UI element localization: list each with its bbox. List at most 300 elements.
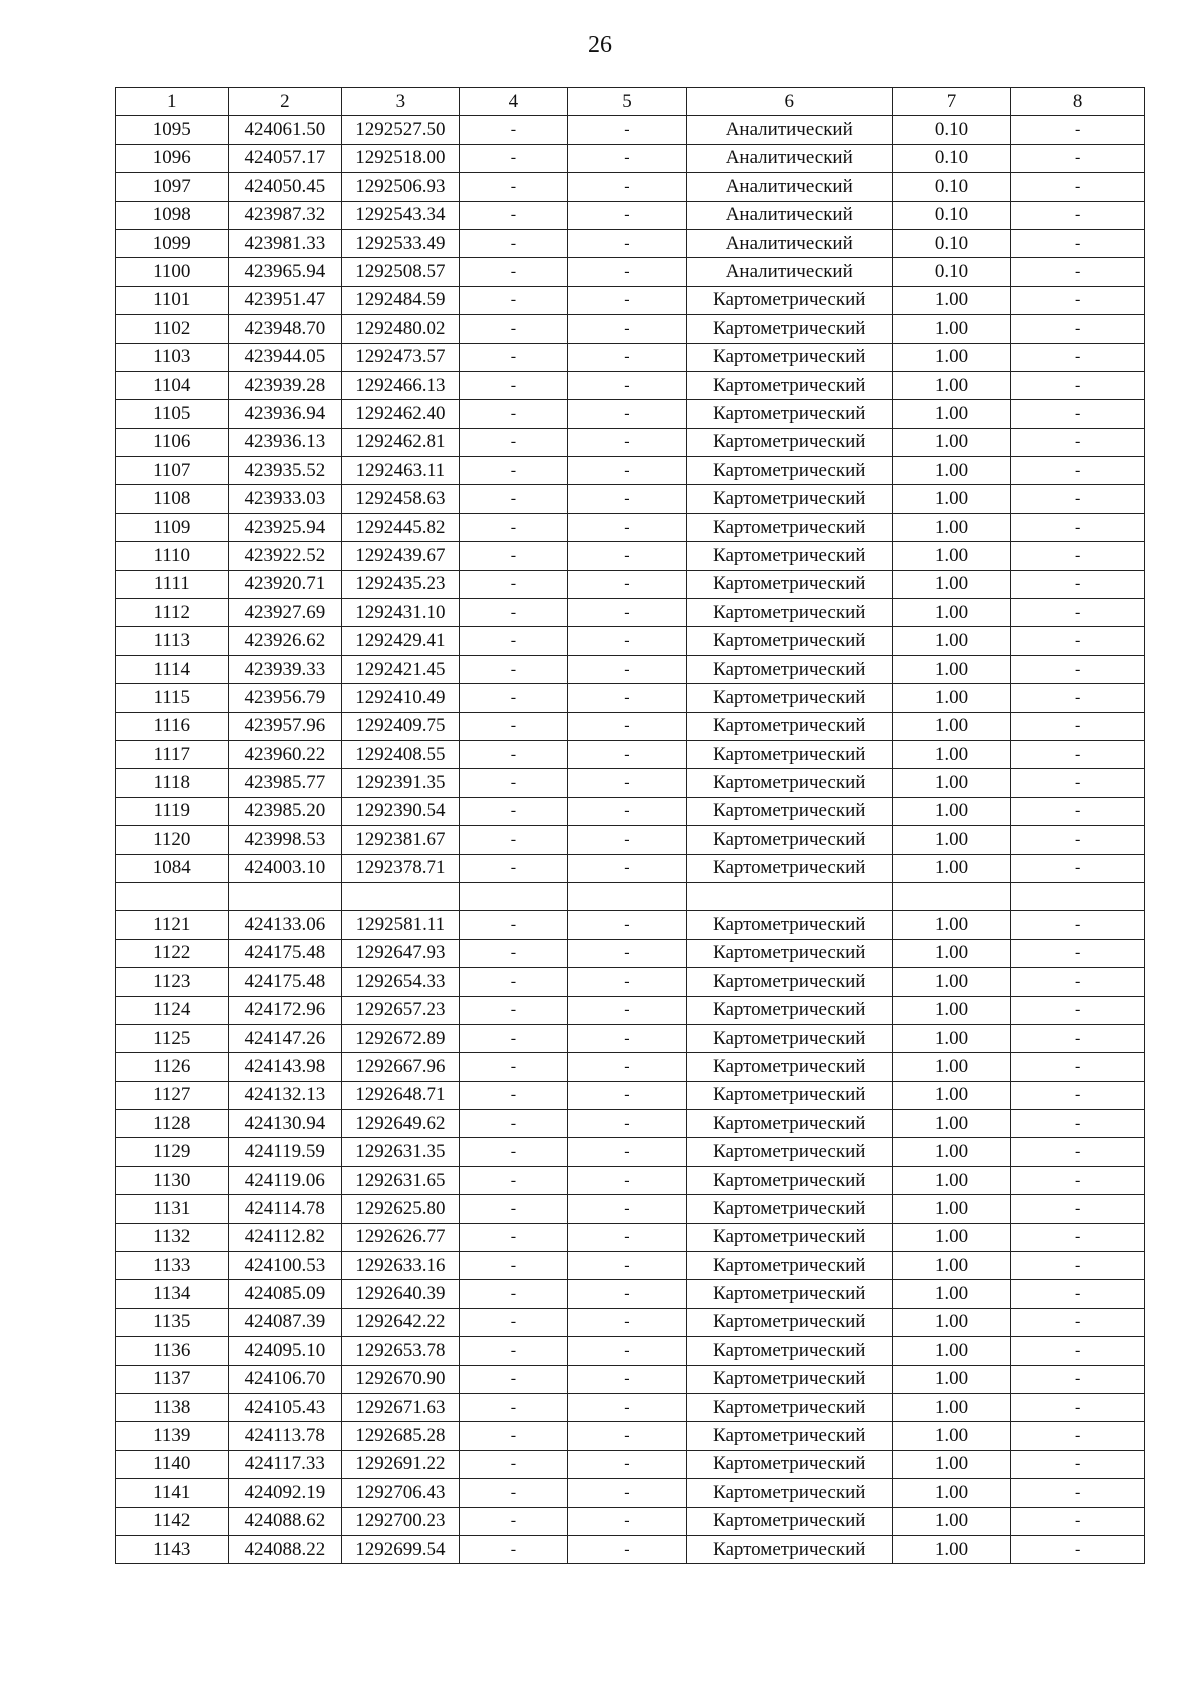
- cell-method: Картометрический: [686, 1337, 892, 1365]
- column-header-3: 3: [342, 88, 460, 116]
- cell-method: Картометрический: [686, 797, 892, 825]
- cell-x-coordinate: 423936.13: [228, 428, 342, 456]
- cell-x-coordinate: 424088.22: [228, 1535, 342, 1563]
- cell-point-number: 1112: [116, 599, 229, 627]
- cell-accuracy: 1.00: [892, 854, 1011, 882]
- cell-col-4: -: [459, 911, 568, 939]
- table-row: [116, 542, 1145, 570]
- column-header-4: 4: [459, 88, 568, 116]
- cell-col-8: -: [1011, 371, 1145, 399]
- cell-x-coordinate: 424092.19: [228, 1479, 342, 1507]
- cell-method: Картометрический: [686, 1223, 892, 1251]
- cell-col-8: -: [1011, 315, 1145, 343]
- cell-col-8: -: [1011, 1195, 1145, 1223]
- table-row: [116, 1024, 1145, 1052]
- cell-method: Картометрический: [686, 371, 892, 399]
- cell-method: Картометрический: [686, 939, 892, 967]
- cell-y-coordinate: 1292421.45: [342, 655, 460, 683]
- cell-point-number: 1118: [116, 769, 229, 797]
- cell-method: Картометрический: [686, 1450, 892, 1478]
- cell-col-4: -: [459, 1081, 568, 1109]
- table-row: [116, 1252, 1145, 1280]
- cell-col-4: -: [459, 485, 568, 513]
- table-row: [116, 1110, 1145, 1138]
- column-header-7: 7: [892, 88, 1011, 116]
- cell-col-8: -: [1011, 712, 1145, 740]
- cell-method: Картометрический: [686, 1024, 892, 1052]
- cell-col-5: -: [568, 1337, 687, 1365]
- cell-accuracy: 1.00: [892, 1024, 1011, 1052]
- cell-col-8: -: [1011, 968, 1145, 996]
- table-row: [116, 655, 1145, 683]
- table-row: [116, 1308, 1145, 1336]
- cell-col-8: -: [1011, 797, 1145, 825]
- cell-x-coordinate: 424175.48: [228, 968, 342, 996]
- cell-point-number: 1127: [116, 1081, 229, 1109]
- cell-x-coordinate: 423939.33: [228, 655, 342, 683]
- cell-y-coordinate: 1292378.71: [342, 854, 460, 882]
- cell-col-4: -: [459, 939, 568, 967]
- cell-accuracy: 1.00: [892, 315, 1011, 343]
- cell-point-number: 1084: [116, 854, 229, 882]
- cell-x-coordinate: 423948.70: [228, 315, 342, 343]
- cell-col-4: -: [459, 513, 568, 541]
- cell-point-number: 1131: [116, 1195, 229, 1223]
- cell-col-5: -: [568, 258, 687, 286]
- cell-col-4: -: [459, 740, 568, 768]
- cell-method: Картометрический: [686, 655, 892, 683]
- cell-accuracy: 1.00: [892, 428, 1011, 456]
- cell-x-coordinate: 423965.94: [228, 258, 342, 286]
- cell-accuracy: 1.00: [892, 968, 1011, 996]
- cell-col-4: -: [459, 1138, 568, 1166]
- cell-method: Аналитический: [686, 229, 892, 257]
- page-number: 26: [588, 32, 612, 58]
- table-row: [116, 258, 1145, 286]
- cell-point-number: 1130: [116, 1166, 229, 1194]
- cell-col-8: -: [1011, 116, 1145, 144]
- table-row: [116, 1280, 1145, 1308]
- cell-y-coordinate: 1292648.71: [342, 1081, 460, 1109]
- cell-y-coordinate: 1292508.57: [342, 258, 460, 286]
- cell-point-number: [116, 882, 229, 910]
- cell-y-coordinate: 1292685.28: [342, 1422, 460, 1450]
- cell-y-coordinate: 1292653.78: [342, 1337, 460, 1365]
- cell-col-5: -: [568, 911, 687, 939]
- cell-y-coordinate: 1292439.67: [342, 542, 460, 570]
- cell-method: Картометрический: [686, 400, 892, 428]
- table-row: [116, 911, 1145, 939]
- cell-col-4: -: [459, 1053, 568, 1081]
- cell-col-8: -: [1011, 1507, 1145, 1535]
- cell-accuracy: 1.00: [892, 1393, 1011, 1421]
- cell-y-coordinate: 1292431.10: [342, 599, 460, 627]
- table-row: [116, 201, 1145, 229]
- table-row: [116, 684, 1145, 712]
- table-row: [116, 570, 1145, 598]
- cell-method: Картометрический: [686, 315, 892, 343]
- cell-x-coordinate: 423985.77: [228, 769, 342, 797]
- cell-col-4: -: [459, 570, 568, 598]
- cell-col-5: -: [568, 684, 687, 712]
- table-row: [116, 1081, 1145, 1109]
- cell-point-number: 1121: [116, 911, 229, 939]
- cell-y-coordinate: 1292654.33: [342, 968, 460, 996]
- table-row: [116, 826, 1145, 854]
- cell-col-8: -: [1011, 939, 1145, 967]
- cell-method: Картометрический: [686, 712, 892, 740]
- cell-x-coordinate: 424114.78: [228, 1195, 342, 1223]
- cell-method: Картометрический: [686, 684, 892, 712]
- cell-y-coordinate: 1292409.75: [342, 712, 460, 740]
- cell-method: Аналитический: [686, 116, 892, 144]
- cell-method: Картометрический: [686, 1195, 892, 1223]
- cell-method: Картометрический: [686, 1479, 892, 1507]
- cell-x-coordinate: 423960.22: [228, 740, 342, 768]
- cell-col-8: -: [1011, 570, 1145, 598]
- cell-y-coordinate: 1292518.00: [342, 144, 460, 172]
- table-row: [116, 1166, 1145, 1194]
- cell-col-4: -: [459, 1365, 568, 1393]
- cell-y-coordinate: 1292410.49: [342, 684, 460, 712]
- cell-accuracy: 1.00: [892, 627, 1011, 655]
- cell-y-coordinate: 1292473.57: [342, 343, 460, 371]
- cell-col-8: -: [1011, 1024, 1145, 1052]
- cell-col-8: -: [1011, 911, 1145, 939]
- table-row: [116, 513, 1145, 541]
- cell-x-coordinate: 424130.94: [228, 1110, 342, 1138]
- cell-col-8: -: [1011, 457, 1145, 485]
- cell-point-number: 1113: [116, 627, 229, 655]
- cell-method: Картометрический: [686, 1110, 892, 1138]
- cell-accuracy: 1.00: [892, 1223, 1011, 1251]
- cell-method: Аналитический: [686, 201, 892, 229]
- cell-y-coordinate: 1292543.34: [342, 201, 460, 229]
- cell-y-coordinate: 1292631.35: [342, 1138, 460, 1166]
- cell-point-number: 1128: [116, 1110, 229, 1138]
- table-row: [116, 712, 1145, 740]
- cell-accuracy: 1.00: [892, 1535, 1011, 1563]
- cell-col-8: -: [1011, 513, 1145, 541]
- cell-col-5: -: [568, 570, 687, 598]
- cell-col-4: -: [459, 173, 568, 201]
- cell-y-coordinate: 1292706.43: [342, 1479, 460, 1507]
- cell-accuracy: 1.00: [892, 769, 1011, 797]
- cell-method: Картометрический: [686, 485, 892, 513]
- cell-x-coordinate: 424087.39: [228, 1308, 342, 1336]
- cell-accuracy: 1.00: [892, 740, 1011, 768]
- table-row: [116, 1422, 1145, 1450]
- cell-col-4: -: [459, 315, 568, 343]
- cell-col-5: -: [568, 1280, 687, 1308]
- cell-point-number: 1120: [116, 826, 229, 854]
- cell-col-8: -: [1011, 1535, 1145, 1563]
- cell-col-8: -: [1011, 826, 1145, 854]
- cell-col-4: -: [459, 144, 568, 172]
- table-row: [116, 286, 1145, 314]
- cell-method: [686, 882, 892, 910]
- table-row: [116, 1053, 1145, 1081]
- cell-point-number: 1124: [116, 996, 229, 1024]
- cell-col-8: -: [1011, 1308, 1145, 1336]
- cell-point-number: 1106: [116, 428, 229, 456]
- table-row: [116, 371, 1145, 399]
- cell-method: Картометрический: [686, 1053, 892, 1081]
- table-row: [116, 1365, 1145, 1393]
- cell-col-5: -: [568, 1535, 687, 1563]
- cell-point-number: 1110: [116, 542, 229, 570]
- cell-col-5: -: [568, 428, 687, 456]
- table-row: [116, 854, 1145, 882]
- cell-accuracy: [892, 882, 1011, 910]
- cell-accuracy: 1.00: [892, 1195, 1011, 1223]
- table-row: [116, 1393, 1145, 1421]
- cell-col-4: -: [459, 1280, 568, 1308]
- cell-point-number: 1117: [116, 740, 229, 768]
- cell-y-coordinate: 1292640.39: [342, 1280, 460, 1308]
- cell-col-8: -: [1011, 627, 1145, 655]
- cell-method: Картометрический: [686, 627, 892, 655]
- cell-col-5: -: [568, 996, 687, 1024]
- cell-point-number: 1100: [116, 258, 229, 286]
- cell-x-coordinate: 423957.96: [228, 712, 342, 740]
- cell-col-4: -: [459, 854, 568, 882]
- cell-y-coordinate: 1292631.65: [342, 1166, 460, 1194]
- cell-y-coordinate: 1292527.50: [342, 116, 460, 144]
- cell-point-number: 1141: [116, 1479, 229, 1507]
- cell-x-coordinate: 423922.52: [228, 542, 342, 570]
- cell-accuracy: 1.00: [892, 1308, 1011, 1336]
- cell-y-coordinate: 1292506.93: [342, 173, 460, 201]
- cell-y-coordinate: 1292458.63: [342, 485, 460, 513]
- cell-col-4: -: [459, 1024, 568, 1052]
- cell-x-coordinate: 424088.62: [228, 1507, 342, 1535]
- cell-point-number: 1116: [116, 712, 229, 740]
- cell-method: Картометрический: [686, 769, 892, 797]
- cell-point-number: 1137: [116, 1365, 229, 1393]
- cell-x-coordinate: 423998.53: [228, 826, 342, 854]
- cell-x-coordinate: 423920.71: [228, 570, 342, 598]
- cell-method: Аналитический: [686, 258, 892, 286]
- cell-accuracy: 1.00: [892, 542, 1011, 570]
- cell-y-coordinate: 1292463.11: [342, 457, 460, 485]
- cell-col-4: -: [459, 712, 568, 740]
- table-header: [116, 88, 1145, 116]
- cell-col-8: -: [1011, 599, 1145, 627]
- cell-accuracy: 1.00: [892, 1053, 1011, 1081]
- cell-col-8: -: [1011, 1252, 1145, 1280]
- cell-y-coordinate: 1292670.90: [342, 1365, 460, 1393]
- cell-col-8: -: [1011, 1138, 1145, 1166]
- cell-accuracy: 1.00: [892, 1252, 1011, 1280]
- cell-point-number: 1142: [116, 1507, 229, 1535]
- cell-col-5: -: [568, 173, 687, 201]
- cell-col-5: -: [568, 1024, 687, 1052]
- cell-col-5: -: [568, 229, 687, 257]
- cell-y-coordinate: 1292391.35: [342, 769, 460, 797]
- table-row: [116, 939, 1145, 967]
- cell-y-coordinate: 1292626.77: [342, 1223, 460, 1251]
- cell-col-5: -: [568, 655, 687, 683]
- cell-col-8: -: [1011, 1337, 1145, 1365]
- cell-col-8: -: [1011, 542, 1145, 570]
- cell-accuracy: 0.10: [892, 258, 1011, 286]
- cell-x-coordinate: 424003.10: [228, 854, 342, 882]
- table-row: [116, 1450, 1145, 1478]
- cell-col-5: -: [568, 712, 687, 740]
- cell-col-5: -: [568, 627, 687, 655]
- cell-method: Картометрический: [686, 542, 892, 570]
- cell-col-4: -: [459, 201, 568, 229]
- cell-col-5: -: [568, 144, 687, 172]
- cell-method: Картометрический: [686, 1535, 892, 1563]
- cell-method: Картометрический: [686, 457, 892, 485]
- cell-x-coordinate: 423951.47: [228, 286, 342, 314]
- cell-col-8: -: [1011, 286, 1145, 314]
- cell-x-coordinate: 423939.28: [228, 371, 342, 399]
- cell-method: Картометрический: [686, 343, 892, 371]
- cell-point-number: 1134: [116, 1280, 229, 1308]
- cell-accuracy: 1.00: [892, 286, 1011, 314]
- cell-col-8: -: [1011, 144, 1145, 172]
- cell-col-4: -: [459, 1252, 568, 1280]
- cell-col-8: -: [1011, 1166, 1145, 1194]
- cell-accuracy: 1.00: [892, 513, 1011, 541]
- cell-col-5: -: [568, 1195, 687, 1223]
- cell-point-number: 1119: [116, 797, 229, 825]
- cell-x-coordinate: 423981.33: [228, 229, 342, 257]
- cell-point-number: 1143: [116, 1535, 229, 1563]
- cell-accuracy: 1.00: [892, 1280, 1011, 1308]
- cell-accuracy: 1.00: [892, 1422, 1011, 1450]
- cell-x-coordinate: 423935.52: [228, 457, 342, 485]
- cell-col-5: -: [568, 1308, 687, 1336]
- cell-y-coordinate: 1292649.62: [342, 1110, 460, 1138]
- cell-method: Аналитический: [686, 173, 892, 201]
- cell-x-coordinate: 424112.82: [228, 1223, 342, 1251]
- cell-col-8: -: [1011, 428, 1145, 456]
- cell-accuracy: 1.00: [892, 939, 1011, 967]
- table-row: [116, 968, 1145, 996]
- cell-accuracy: 0.10: [892, 144, 1011, 172]
- table-row: [116, 343, 1145, 371]
- cell-point-number: 1115: [116, 684, 229, 712]
- cell-point-number: 1123: [116, 968, 229, 996]
- cell-point-number: 1096: [116, 144, 229, 172]
- cell-col-8: -: [1011, 1053, 1145, 1081]
- cell-y-coordinate: 1292667.96: [342, 1053, 460, 1081]
- cell-point-number: 1114: [116, 655, 229, 683]
- cell-col-4: -: [459, 286, 568, 314]
- cell-col-8: -: [1011, 173, 1145, 201]
- cell-col-4: -: [459, 769, 568, 797]
- cell-col-4: -: [459, 343, 568, 371]
- table-row: [116, 599, 1145, 627]
- header-row: [116, 88, 1145, 116]
- cell-col-8: -: [1011, 1393, 1145, 1421]
- cell-method: Картометрический: [686, 1422, 892, 1450]
- cell-col-5: -: [568, 1507, 687, 1535]
- cell-col-4: -: [459, 1450, 568, 1478]
- cell-y-coordinate: 1292533.49: [342, 229, 460, 257]
- column-header-6: 6: [686, 88, 892, 116]
- cell-col-4: -: [459, 229, 568, 257]
- cell-point-number: 1136: [116, 1337, 229, 1365]
- cell-col-4: -: [459, 371, 568, 399]
- cell-accuracy: 1.00: [892, 684, 1011, 712]
- table-row: [116, 1138, 1145, 1166]
- cell-accuracy: 1.00: [892, 1479, 1011, 1507]
- table-row: [116, 1507, 1145, 1535]
- cell-col-8: -: [1011, 343, 1145, 371]
- cell-col-5: -: [568, 400, 687, 428]
- column-header-8: 8: [1011, 88, 1145, 116]
- cell-col-8: -: [1011, 1450, 1145, 1478]
- cell-method: Картометрический: [686, 1081, 892, 1109]
- cell-col-8: -: [1011, 1365, 1145, 1393]
- cell-col-5: -: [568, 599, 687, 627]
- table-row: [116, 1195, 1145, 1223]
- cell-col-5: -: [568, 1166, 687, 1194]
- cell-y-coordinate: 1292642.22: [342, 1308, 460, 1336]
- cell-point-number: 1107: [116, 457, 229, 485]
- cell-accuracy: 1.00: [892, 826, 1011, 854]
- cell-point-number: 1099: [116, 229, 229, 257]
- cell-y-coordinate: 1292633.16: [342, 1252, 460, 1280]
- cell-col-5: -: [568, 1081, 687, 1109]
- cell-y-coordinate: 1292484.59: [342, 286, 460, 314]
- cell-col-5: -: [568, 797, 687, 825]
- cell-col-4: -: [459, 1195, 568, 1223]
- cell-y-coordinate: 1292672.89: [342, 1024, 460, 1052]
- cell-x-coordinate: 423944.05: [228, 343, 342, 371]
- table-body: [116, 116, 1145, 1564]
- cell-col-8: -: [1011, 1223, 1145, 1251]
- cell-col-8: -: [1011, 229, 1145, 257]
- cell-method: Картометрический: [686, 570, 892, 598]
- cell-col-4: -: [459, 797, 568, 825]
- table-row: [116, 797, 1145, 825]
- cell-method: Картометрический: [686, 1252, 892, 1280]
- table-row: [116, 1535, 1145, 1563]
- cell-point-number: 1109: [116, 513, 229, 541]
- cell-method: Картометрический: [686, 911, 892, 939]
- cell-col-4: -: [459, 542, 568, 570]
- table-row: [116, 400, 1145, 428]
- cell-col-8: -: [1011, 769, 1145, 797]
- cell-y-coordinate: 1292625.80: [342, 1195, 460, 1223]
- cell-col-5: -: [568, 286, 687, 314]
- cell-col-4: -: [459, 655, 568, 683]
- cell-x-coordinate: 424117.33: [228, 1450, 342, 1478]
- cell-accuracy: 0.10: [892, 229, 1011, 257]
- cell-method: Картометрический: [686, 996, 892, 1024]
- cell-y-coordinate: 1292429.41: [342, 627, 460, 655]
- cell-y-coordinate: 1292657.23: [342, 996, 460, 1024]
- cell-col-8: -: [1011, 1479, 1145, 1507]
- cell-accuracy: 1.00: [892, 371, 1011, 399]
- cell-y-coordinate: 1292435.23: [342, 570, 460, 598]
- cell-accuracy: 1.00: [892, 457, 1011, 485]
- cell-x-coordinate: 424133.06: [228, 911, 342, 939]
- cell-col-4: -: [459, 258, 568, 286]
- cell-accuracy: 1.00: [892, 1166, 1011, 1194]
- cell-col-4: -: [459, 1308, 568, 1336]
- cell-col-4: -: [459, 826, 568, 854]
- cell-accuracy: 1.00: [892, 1507, 1011, 1535]
- cell-x-coordinate: 424100.53: [228, 1252, 342, 1280]
- cell-y-coordinate: 1292480.02: [342, 315, 460, 343]
